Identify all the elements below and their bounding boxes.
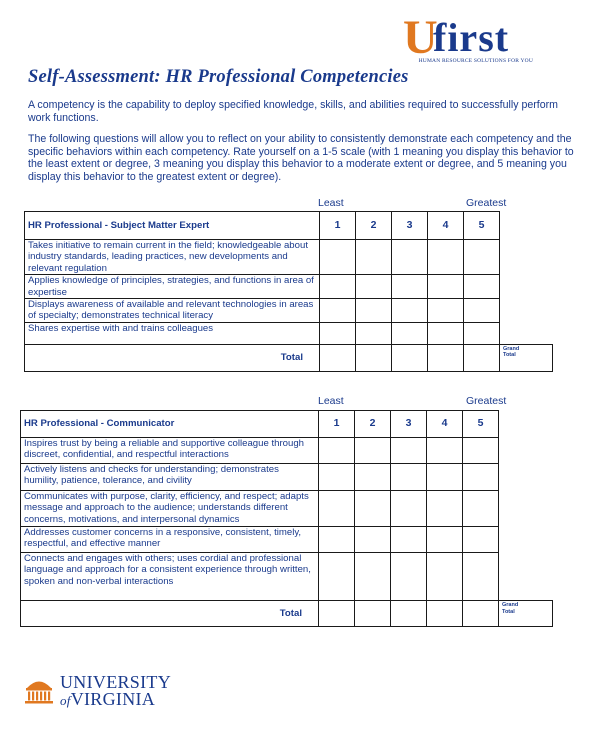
grand-total-cell[interactable] [500,344,553,371]
rating-cell[interactable] [464,275,500,299]
rating-cell[interactable] [356,299,392,323]
rating-cell[interactable] [427,553,463,601]
behavior-item: Addresses customer concerns in a responsive, consistent, timely, respectful, and effective manner [21,527,319,553]
total-cell[interactable] [428,344,464,371]
rating-cell[interactable] [428,299,464,323]
rating-cell[interactable] [427,491,463,527]
rating-cell[interactable] [463,464,499,491]
uva-of: of [60,693,71,708]
rotunda-icon [24,675,54,705]
rating-col-3: 3 [392,212,428,240]
behavior-item: Inspires trust by being a reliable and supportive colleague through discreet, confidential, and respectful interactions [21,438,319,464]
rating-col-5: 5 [464,212,500,240]
total-cell[interactable] [392,344,428,371]
total-cell[interactable] [427,601,463,627]
rating-cell[interactable] [427,464,463,491]
logo-tagline: HUMAN RESOURCE SOLUTIONS FOR YOU [418,58,533,64]
rating-cell[interactable] [463,527,499,553]
section-header: HR Professional - Subject Matter Expert [25,212,320,240]
uva-virginia: VIRGINIA [70,689,156,709]
rating-cell[interactable] [391,438,427,464]
rating-cell[interactable] [355,491,391,527]
rating-cell[interactable] [392,322,428,344]
rating-cell[interactable] [356,322,392,344]
behavior-item: Communicates with purpose, clarity, efficiency, and respect; adapts message and approach to the audience; understands different concerns, motivations, and interpersonal dynamics [21,491,319,527]
scale-greatest-label: Greatest [466,197,507,209]
rating-cell[interactable] [391,553,427,601]
rating-cell[interactable] [319,491,355,527]
section-header: HR Professional - Communicator [21,411,319,438]
rating-cell[interactable] [320,275,356,299]
rating-cell[interactable] [356,275,392,299]
rating-cell[interactable] [392,275,428,299]
rating-cell[interactable] [464,240,500,275]
instructions-paragraph: The following questions will allow you to reflect on your ability to consistently demonstrate each competency and the specific behaviors within each competency. Rate yourself on a 1-5 scale (with 1 meaning you display this behavior to the least extent or degree, 3 meaning you display this behavior to a moderate extent or degree, and 5 meaning you display this behavior to the greatest extent or degree). [28,133,574,183]
rating-cell[interactable] [320,240,356,275]
rating-cell[interactable] [319,553,355,601]
rating-col-5: 5 [463,411,499,438]
rating-cell[interactable] [391,464,427,491]
competency-table-sme [24,211,553,372]
rating-col-1: 1 [319,411,355,438]
rating-cell[interactable] [427,527,463,553]
rating-cell[interactable] [355,527,391,553]
total-cell[interactable] [464,344,500,371]
rating-col-4: 4 [428,212,464,240]
logo-u: U [403,11,438,64]
rating-cell[interactable] [392,240,428,275]
grand-total-cell[interactable] [499,601,553,627]
rating-cell[interactable] [428,322,464,344]
uva-name-line1: UNIVERSITY [60,672,171,692]
ufirst-logo [403,11,533,66]
rating-col-4: 4 [427,411,463,438]
rating-cell[interactable] [427,438,463,464]
rating-cell[interactable] [463,438,499,464]
rating-cell[interactable] [355,553,391,601]
grand-total-label: Grand Total [502,602,519,615]
behavior-item: Displays awareness of available and relevant technologies in areas of specialty; demonstrates technical literacy [25,299,320,323]
rating-cell[interactable] [428,275,464,299]
uva-name-line2 [60,689,155,710]
intro-paragraph: A competency is the capability to deploy specified knowledge, skills, and abilities required to successfully perform work functions. [28,99,558,124]
behavior-item: Applies knowledge of principles, strategies, and functions in area of expertise [25,275,320,299]
page-title: Self-Assessment: HR Professional Competencies [28,67,409,87]
rating-col-3: 3 [391,411,427,438]
total-cell[interactable] [463,601,499,627]
behavior-item: Takes initiative to remain current in the field; knowledgeable about industry standards, leading practices, new developments and relevant regulation [25,240,320,275]
total-cell[interactable] [320,344,356,371]
rating-col-2: 2 [355,411,391,438]
total-cell[interactable] [391,601,427,627]
rating-cell[interactable] [320,322,356,344]
rating-cell[interactable] [428,240,464,275]
rating-cell[interactable] [355,464,391,491]
total-cell[interactable] [355,601,391,627]
rating-cell[interactable] [319,527,355,553]
grand-total-label: Grand Total [503,345,520,359]
rating-cell[interactable] [356,240,392,275]
behavior-item: Actively listens and checks for understanding; demonstrates humility, patience, tolerance, and civility [21,464,319,491]
total-label: Total [25,344,320,371]
rating-cell[interactable] [464,322,500,344]
rating-cell[interactable] [392,299,428,323]
rating-cell[interactable] [319,464,355,491]
rating-cell[interactable] [319,438,355,464]
behavior-item: Connects and engages with others; uses cordial and professional language and approach for a consistent experience through written, spoken and non-verbal interactions [21,553,319,601]
rating-cell[interactable] [391,491,427,527]
scale-least-label: Least [318,395,344,407]
uva-logo [24,672,184,712]
behavior-item: Shares expertise with and trains colleagues [25,322,320,344]
rating-cell[interactable] [391,527,427,553]
scale-least-label: Least [318,197,344,209]
total-cell[interactable] [319,601,355,627]
rating-cell[interactable] [464,299,500,323]
rating-col-1: 1 [320,212,356,240]
total-cell[interactable] [356,344,392,371]
logo-first: first [433,15,510,60]
scale-greatest-label: Greatest [466,395,507,407]
competency-table-communicator [20,410,553,627]
total-label: Total [21,601,319,627]
rating-col-2: 2 [356,212,392,240]
rating-cell[interactable] [320,299,356,323]
rating-cell[interactable] [355,438,391,464]
rating-cell[interactable] [463,553,499,601]
rating-cell[interactable] [463,491,499,527]
